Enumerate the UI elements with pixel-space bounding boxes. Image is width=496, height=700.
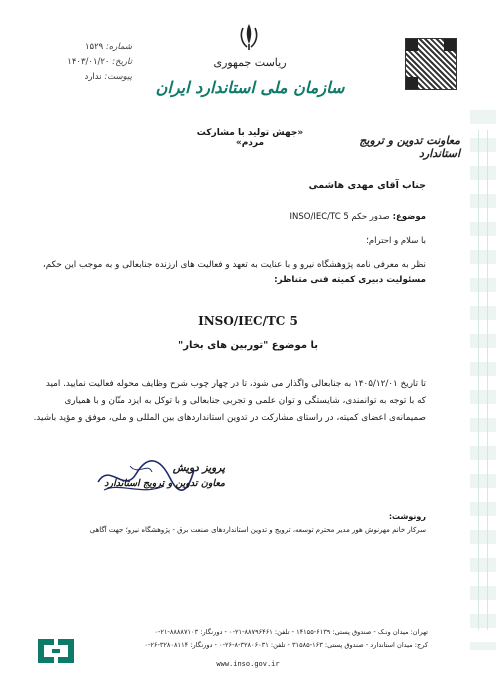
paragraph-assignment-line-3: صمیمانه‌ی اعضای کمیته، در راستای مشارکت در تدوین استانداردهای بین المللی و ملی، موفق و مؤید باشید. xyxy=(33,413,426,423)
paragraph-assignment-line-2: که با توجه به توانمندی، شایستگی و توان علمی و تجربی جنابعالی و با توکل به ایزد منّان و با همیاری xyxy=(64,396,426,406)
deputy-header: معاونت تدوین و ترویج استاندارد xyxy=(359,134,460,160)
meta-date xyxy=(22,55,132,70)
date-value: ۱۴۰۳/۰۱/۲۰ xyxy=(67,57,110,67)
committee-code: INSO/IEC/TC 5 xyxy=(198,314,298,328)
footer-tehran-address: تهران: میدان ونـک - صندوق پستی: ۶۱۳۹-۱۴۱۵۵ - تلفن: ۸۸۷۹۶۴۶۱-۲۱-۰ - دورنگار: ۸۸۸۸۷۱۰۳-۲۱-۰ xyxy=(154,628,428,636)
subject-line xyxy=(46,212,426,222)
paragraph-assignment xyxy=(14,376,426,427)
attachment-label: پیوست: xyxy=(104,72,132,82)
cc-recipient: سرکار خانم مهرنوش هور مدیر محترم توسعه، ترویج و تدوین استانداردهای صنعت برق - پژوهشگاه نیرو؛ جهت آگاهی xyxy=(89,526,426,534)
paragraph-intro xyxy=(11,258,426,288)
decorative-side-line xyxy=(478,130,488,630)
presidency-title: ریاست جمهوری xyxy=(213,56,287,69)
letter-meta xyxy=(22,40,132,85)
number-value: ۱۵۲۹ xyxy=(84,42,104,52)
qr-code xyxy=(405,38,457,90)
paragraph-assignment-line-1: تا تاریخ ۱۴۰۵/۱۲/۰۱ به جنابعالی واگذار می شود، تا در چهار چوب شرح وظایف محوله فعالیت نمایید. امید xyxy=(45,379,426,389)
paragraph-intro-line-2: مسئولیت دبیری کمیته فنی متناظر: xyxy=(274,275,426,285)
slogan: «جهش تولید با مشارکت مردم» xyxy=(196,128,304,148)
attachment-value: ندارد xyxy=(84,72,102,82)
number-label: شماره: xyxy=(105,42,132,52)
organization-name: سازمان ملی استاندارد ایران xyxy=(155,78,345,97)
national-emblem-icon xyxy=(238,22,260,52)
signatory-title: معاون تدوین و ترویج استاندارد xyxy=(104,478,225,489)
addressee: جناب آقای مهدی هاشمی xyxy=(308,180,426,191)
footer-contact xyxy=(68,626,428,652)
greeting: با سلام و احترام؛ xyxy=(366,236,426,246)
subject-value: صدور حکم INSO/IEC/TC 5 xyxy=(289,212,390,222)
footer-karaj-address: کرج: میدان استاندارد - صندوق پستی: ۱۶۳-۳۱۵۸۵ - تلفن: ۳۲۸۰۶۰۳۱-۸-۲۶-۰ - دورنگار: ۳۲۸۰۸۱۱۴-۲۶-۰ xyxy=(144,641,428,649)
paragraph-intro-line-1: نظر به معرفی نامه پژوهشگاه نیرو و با عنایت به تعهد و فعالیت های ارزنده جنابعالی و به موجب این حکم، xyxy=(42,260,426,270)
meta-number xyxy=(22,40,132,55)
footer-website-link[interactable]: www.inso.gov.ir xyxy=(216,660,280,668)
subject-label: موضوع: xyxy=(392,212,426,222)
date-label: تاریخ: xyxy=(112,57,132,67)
signatory-name: پرویز دویش xyxy=(172,462,225,474)
meta-attachment xyxy=(22,70,132,85)
cc-label: رونوشت: xyxy=(388,512,426,521)
signature-scribble-icon xyxy=(90,452,200,500)
committee-topic: با موضوع "توربین های بخار" xyxy=(177,340,319,351)
